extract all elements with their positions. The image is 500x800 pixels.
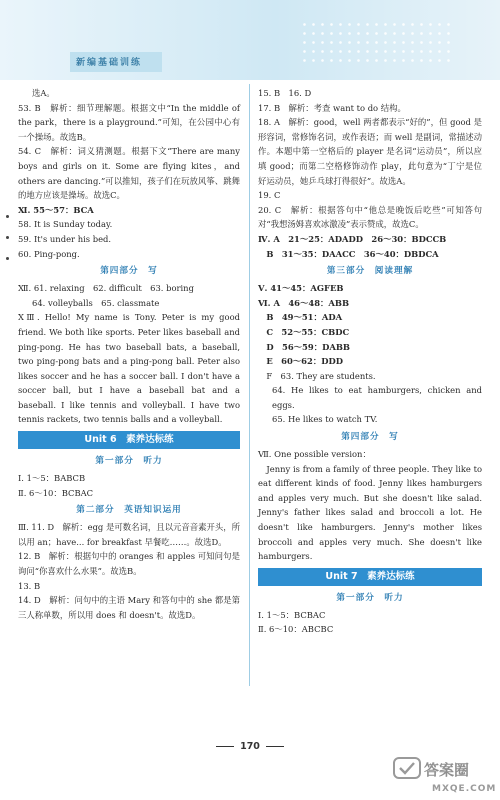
answer-line: Ⅲ. 11. D 解析：egg 是可数名词，且以元音音素开头，所以用 an；have... for breakfast 早餐吃……。故选D。 [18, 522, 240, 547]
answer-line: Jenny is from a family of three people. They like to eat different kinds of food. Jenny likes hamburgers and apples very much. But she doesn't like salad. Jenny's father likes salad and broccoli a lot. He doesn't like hamburgers. Jenny's mother likes broccoli and apples very much. She doesn't like hamburgers. [258, 463, 482, 562]
answer-line: 58. It is Sunday today. [18, 219, 113, 230]
answer-line: F 63. They are students. [258, 370, 376, 381]
series-label: 新编基础训练 [76, 58, 143, 68]
left-column [18, 86, 240, 622]
answer-line: 20. C 解析：根据答句中“他总是晚饭后吃些”可知答句对“我想汤姆喜欢冰激凌”表示赞成，故选C。 [258, 204, 482, 230]
answer-line: 54. C 解析：词义猜测题。根据下文“There are many boys and girls on it. Some are flying kites，and others are dancing.”可以推知，孩子们在玩放风筝、跳舞的地方应该是操场。故选C。 [18, 146, 240, 201]
answer-line: 12. B 解析：根据句中的 oranges 和 apples 可知问句是询问“你喜欢什么水果”。故选B。 [18, 551, 240, 577]
answer-line: Ⅺ. 55～57：BCA [18, 204, 94, 215]
page-number [0, 741, 500, 752]
section-heading: 第三部分 阅读理解 [326, 266, 414, 277]
unit-heading-bar: Unit 7 素养达标练 [258, 568, 482, 586]
answer-line: D 56～59：DABB [258, 341, 350, 352]
margin-marks [6, 215, 10, 278]
watermark-text-cn: 答案圈 [424, 761, 470, 779]
answer-line: 64. volleyballs 65. classmate [32, 297, 160, 308]
answer-line: 59. It's under his bed. [18, 233, 112, 244]
answer-line: 19. C [258, 190, 281, 201]
section-heading: 第四部分 写 [341, 432, 399, 443]
answer-line: Ⅵ. A 46～48：ABB [258, 297, 350, 308]
answer-line: 15. B 16. D [258, 88, 312, 98]
answer-line: 13. B [18, 580, 41, 591]
watermark-logo [392, 756, 498, 796]
answer-line: 64. He likes to eat hamburgers, chicken and eggs. [272, 385, 482, 410]
series-tag [70, 52, 162, 72]
answer-line: B 49～51：ADA [258, 312, 343, 323]
answer-line: 53. B 解析：细节理解题。根据文中“In the middle of the park，there is a playground.”可知，在公园中心有一个操场。故选B。 [18, 102, 240, 142]
answer-line: Ⅱ. 6～10：BCBAC [18, 487, 94, 498]
answer-line: 60. Ping-pong. [18, 248, 80, 259]
answer-line: Ⅻ. 61. relaxing 62. difficult 63. boring [18, 283, 194, 294]
answer-line: 17. B 解析：考查 want to do 结构。 [258, 102, 406, 113]
column-divider [249, 84, 250, 686]
watermark-text-en: MXQE.COM [432, 784, 497, 794]
header-dot-pattern [300, 20, 450, 65]
answer-line: C 52～55：CBDC [258, 326, 350, 337]
answer-line: Ⅱ. 6～10：ABCBC [258, 624, 334, 635]
answer-line: Ⅳ. A 21～25：ADADD 26～30：BDCCB [258, 233, 447, 244]
answer-line: 选A。 [32, 88, 55, 98]
answer-line: ⅩⅢ. Hello! My name is Tony. Peter is my good friend. We both like sports. Peter likes baseball and ping-pong. He has two baseball bats, a baseball, two ping-pong bats and a ping-pong ball. Peter also likes soccer and he has a soccer ball. I don't have a soccer ball, but I have a baseball bat and a baseball. I like tennis and volleyball. I have two tennis rackets, two tennis balls and a volleyball. [18, 312, 240, 425]
answer-line: E 60～62：DDD [258, 356, 343, 367]
section-heading: 第四部分 写 [100, 266, 158, 277]
answer-line: Ⅴ. 41～45：AGFEB [258, 283, 344, 294]
right-column [258, 86, 482, 637]
page-number-text: 170 [240, 741, 260, 752]
answer-line: 65. He likes to watch TV. [272, 414, 378, 425]
answer-line: 18. A 解析：good，well 两者都表示“好的”，但 good 是形容词，常修饰名词，或作表语；而 well 是副词，常描述动作。本题中第一空格后的 player 是名词“运动员”，所以应填 good；而第二空格修饰动作 play，此句意为“丁宁是位好运动员，她乒乓球打得很好”。故选A。 [258, 117, 482, 186]
answer-line: B 31～35：DAACC 36～40：DBDCA [258, 248, 439, 259]
answer-line: Ⅰ. 1～5：BCBAC [258, 609, 326, 620]
unit-heading-bar: Unit 6 素养达标练 [18, 431, 240, 449]
answer-line: Ⅰ. 1～5：BABCB [18, 473, 86, 484]
answer-line: 14. D 解析：问句中的主语 Mary 和答句中的 she 都是第三人称单数，所以用 does 和 doesn't。故选D。 [18, 595, 240, 620]
section-heading: 第一部分 听力 [95, 456, 163, 467]
section-heading: 第一部分 听力 [336, 592, 404, 603]
answer-line: Ⅶ. One possible version： [258, 449, 371, 460]
section-heading: 第二部分 英语知识运用 [76, 505, 182, 516]
page-header-band [0, 0, 500, 80]
